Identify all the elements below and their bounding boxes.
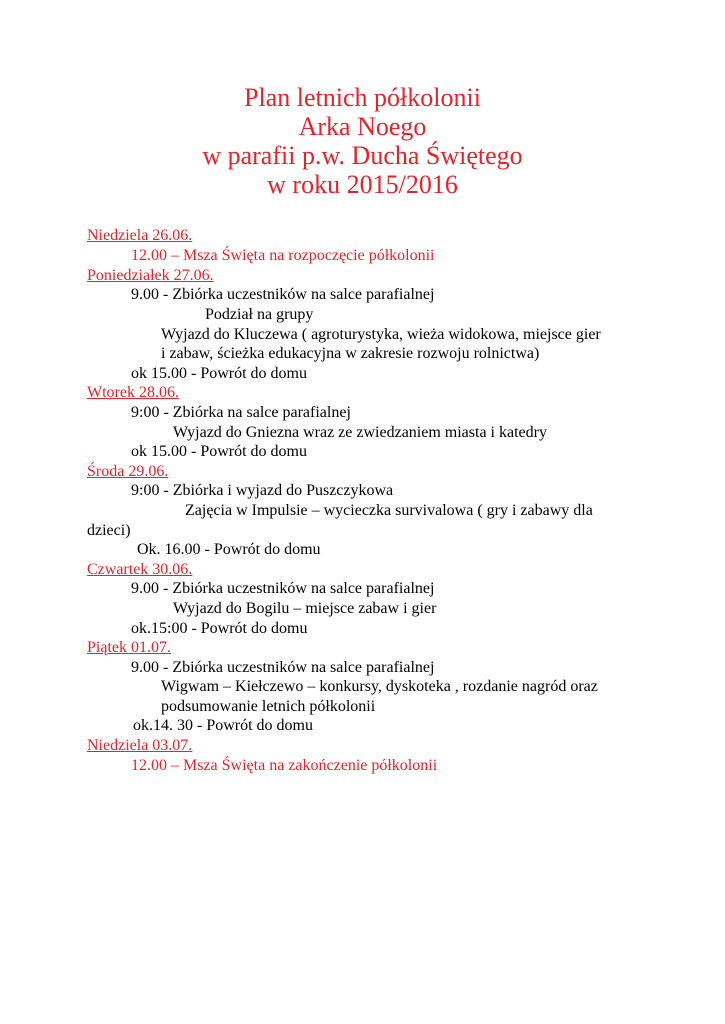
schedule-item: ok 15.00 - Powrót do domu	[131, 443, 307, 460]
schedule-item: Ok. 16.00 - Powrót do domu	[137, 541, 321, 558]
schedule-item: i zabaw, ścieżka edukacyjna w zakresie rozwoju rolnictwa)	[161, 345, 540, 362]
title-line-4: w roku 2015/2016	[267, 170, 458, 199]
day-heading-sunday-2606: Niedziela 26.06.	[87, 227, 193, 244]
schedule-item: 9.00 - Zbiórka uczestników na salce parafialnej	[131, 659, 435, 676]
title-line-3: w parafii p.w. Ducha Świętego	[202, 141, 523, 170]
document-title	[0, 83, 725, 199]
schedule-item: 9:00 - Zbiórka na salce parafialnej	[131, 404, 351, 421]
schedule-item: dzieci)	[87, 522, 131, 539]
schedule-item: 9.00 - Zbiórka uczestników na salce parafialnej	[131, 286, 435, 303]
day-heading-wednesday: Środa 29.06.	[87, 463, 169, 480]
schedule-item: ok.15:00 - Powrót do domu	[131, 620, 308, 637]
title-line-1: Plan letnich półkolonii	[244, 83, 481, 112]
day-heading-friday: Piątek 01.07.	[87, 639, 171, 656]
schedule-item: 12.00 – Msza Święta na zakończenie półkolonii	[131, 757, 438, 774]
schedule-item: Podział na grupy	[205, 306, 314, 323]
day-heading-monday: Poniedziałek 27.06.	[87, 267, 214, 284]
schedule-item: Wyjazd do Gniezna wraz ze zwiedzaniem miasta i katedry	[173, 424, 547, 441]
schedule-item: 12.00 – Msza Święta na rozpoczęcie półkolonii	[131, 247, 435, 264]
title-line-2: Arka Noego	[298, 112, 427, 141]
schedule-item: Wigwam – Kiełczewo – konkursy, dyskoteka , rozdanie nagród oraz	[161, 678, 598, 695]
schedule-item: ok.14. 30 - Powrót do domu	[133, 717, 313, 734]
schedule-item: podsumowanie letnich półkolonii	[161, 698, 376, 715]
schedule-item: Wyjazd do Kluczewa ( agroturystyka, wieża widokowa, miejsce gier	[161, 326, 601, 343]
day-heading-tuesday: Wtorek 28.06.	[87, 384, 179, 401]
schedule-item: 9:00 - Zbiórka i wyjazd do Puszczykowa	[131, 482, 394, 499]
schedule-item: ok 15.00 - Powrót do domu	[131, 365, 307, 382]
schedule-item: Zajęcia w Impulsie – wycieczka survivalowa ( gry i zabawy dla	[185, 502, 593, 519]
day-heading-sunday-0307: Niedziela 03.07.	[87, 737, 193, 754]
schedule-item: 9.00 - Zbiórka uczestników na salce parafialnej	[131, 580, 435, 597]
day-heading-thursday: Czwartek 30.06.	[87, 561, 193, 578]
schedule-item: Wyjazd do Bogilu – miejsce zabaw i gier	[173, 600, 437, 617]
